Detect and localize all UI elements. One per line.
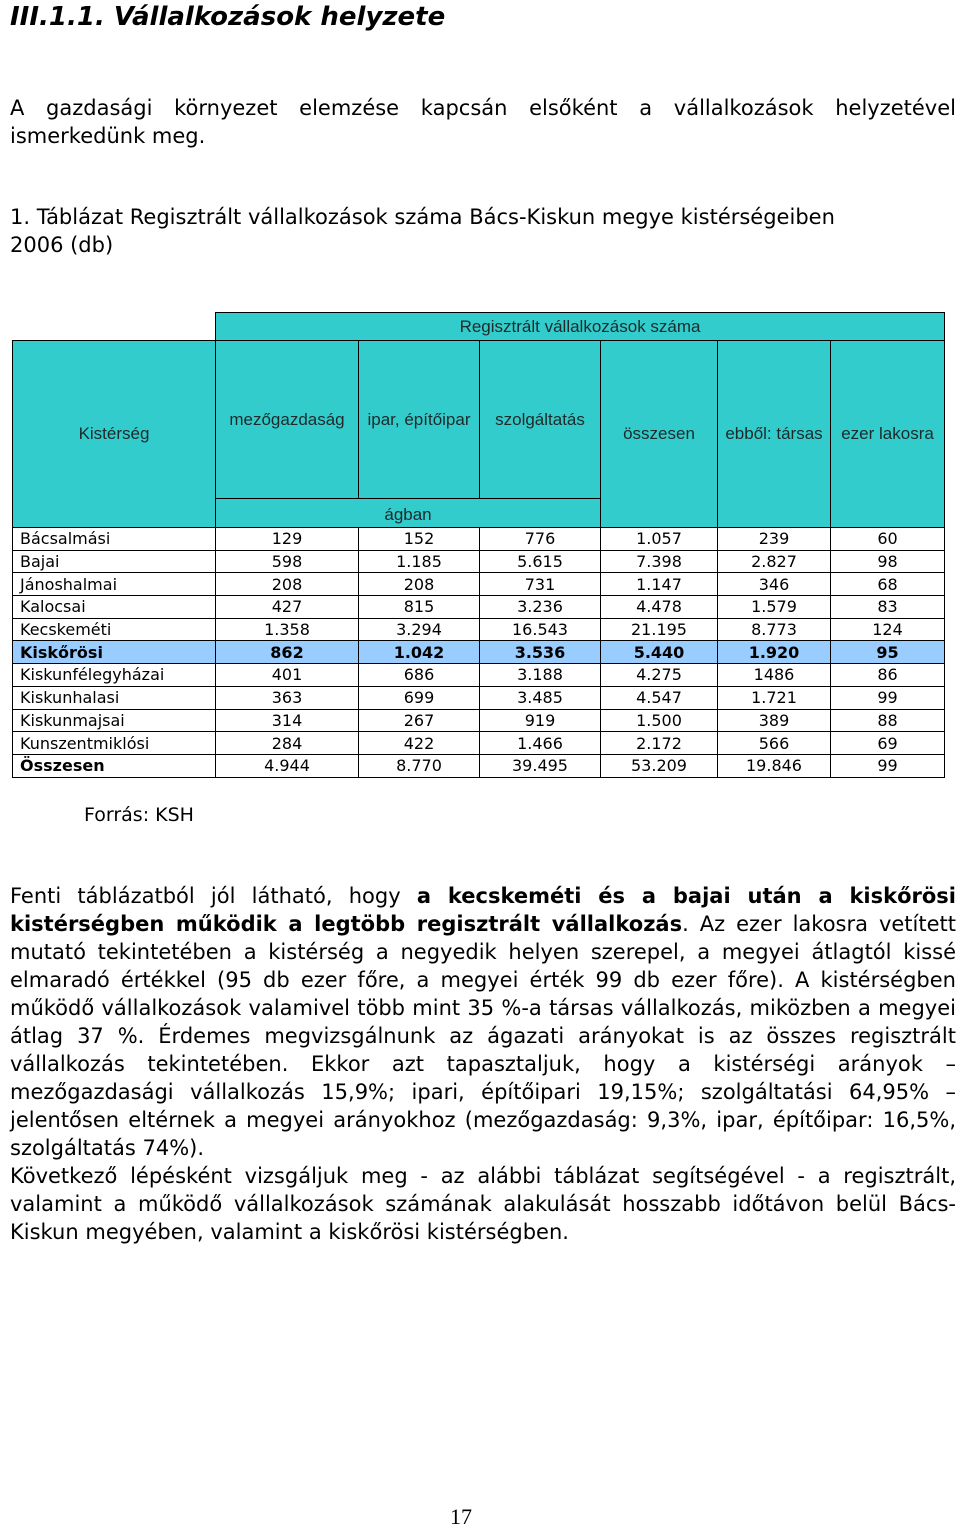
enterprises-table (12, 312, 945, 778)
value-cell: 83 (831, 596, 945, 619)
value-cell: 152 (359, 528, 480, 551)
table-body (13, 528, 945, 778)
value-cell: 267 (359, 709, 480, 732)
value-cell: 1.579 (718, 596, 831, 619)
table-row (13, 641, 945, 664)
value-cell: 69 (831, 732, 945, 755)
value-cell: 1.185 (359, 550, 480, 573)
table-row (13, 754, 945, 777)
value-cell: 86 (831, 664, 945, 687)
value-cell: 3.188 (480, 664, 601, 687)
value-cell: 363 (216, 686, 359, 709)
value-cell: 4.944 (216, 754, 359, 777)
value-cell: 8.770 (359, 754, 480, 777)
col-per-thousand: ezer lakosra (831, 341, 945, 528)
region-name-cell: Kiskőrösi (13, 641, 216, 664)
value-cell: 284 (216, 732, 359, 755)
value-cell: 1.500 (601, 709, 718, 732)
value-cell: 7.398 (601, 550, 718, 573)
value-cell: 16.543 (480, 618, 601, 641)
value-cell: 815 (359, 596, 480, 619)
value-cell: 686 (359, 664, 480, 687)
value-cell: 3.294 (359, 618, 480, 641)
col-services: szolgáltatás (480, 341, 601, 499)
table-row (13, 732, 945, 755)
value-cell: 129 (216, 528, 359, 551)
group-header: Regisztrált vállalkozások száma (216, 313, 945, 341)
value-cell: 8.773 (718, 618, 831, 641)
value-cell: 3.485 (480, 686, 601, 709)
value-cell: 208 (359, 573, 480, 596)
value-cell: 1486 (718, 664, 831, 687)
value-cell: 862 (216, 641, 359, 664)
value-cell: 95 (831, 641, 945, 664)
value-cell: 1.147 (601, 573, 718, 596)
value-cell: 566 (718, 732, 831, 755)
sub-header-sectors: ágban (216, 499, 601, 528)
col-corporate: ebből: társas (718, 341, 831, 528)
value-cell: 53.209 (601, 754, 718, 777)
table-row (13, 618, 945, 641)
value-cell: 1.358 (216, 618, 359, 641)
value-cell: 68 (831, 573, 945, 596)
col-industry: ipar, építőipar (359, 341, 480, 499)
table-row (13, 709, 945, 732)
col-agriculture: mezőgazdaság (216, 341, 359, 499)
value-cell: 98 (831, 550, 945, 573)
value-cell: 776 (480, 528, 601, 551)
value-cell: 346 (718, 573, 831, 596)
caption-year: 2006 (db) (10, 233, 114, 257)
table-corner (13, 313, 216, 341)
table-row (13, 528, 945, 551)
value-cell: 2.172 (601, 732, 718, 755)
value-cell: 422 (359, 732, 480, 755)
region-name-cell: Bajai (13, 550, 216, 573)
region-name-cell: Jánoshalmai (13, 573, 216, 596)
analysis-text-1: Fenti táblázatból jól látható, hogy (10, 884, 417, 908)
value-cell: 401 (216, 664, 359, 687)
value-cell: 4.547 (601, 686, 718, 709)
value-cell: 699 (359, 686, 480, 709)
analysis-highlight: a kecskeméti és a bajai után a kiskőrösi kistérségben működik a legtöbb regisztrált vállalkozás (10, 884, 957, 936)
value-cell: 919 (480, 709, 601, 732)
value-cell: 208 (216, 573, 359, 596)
value-cell: 88 (831, 709, 945, 732)
analysis-text-3: Következő lépésként vizsgáljuk meg - az alábbi táblázat segítségével - a regisztrált, valamint a működő vállalkozások számának alakulását hosszabb időtávon belül Bács-Kiskun megyében, valamint a kiskőrösi kistérségben. (10, 1164, 956, 1244)
value-cell: 5.615 (480, 550, 601, 573)
region-name-cell: Kalocsai (13, 596, 216, 619)
region-name-cell: Kunszentmiklósi (13, 732, 216, 755)
region-name-cell: Kiskunhalasi (13, 686, 216, 709)
value-cell: 3.236 (480, 596, 601, 619)
value-cell: 21.195 (601, 618, 718, 641)
value-cell: 5.440 (601, 641, 718, 664)
region-name-cell: Kiskunfélegyházai (13, 664, 216, 687)
region-name-cell: Bácsalmási (13, 528, 216, 551)
value-cell: 731 (480, 573, 601, 596)
value-cell: 1.721 (718, 686, 831, 709)
analysis-paragraph (10, 882, 956, 1246)
intro-paragraph: A gazdasági környezet elemzése kapcsán elsőként a vállalkozások helyzetével ismerkedünk meg. (10, 96, 956, 148)
region-name-cell: Kiskunmajsai (13, 709, 216, 732)
col-region: Kistérség (13, 341, 216, 528)
caption-title: 1. Táblázat Regisztrált vállalkozások száma Bács-Kiskun megye kistérségeiben (10, 205, 835, 229)
col-total: összesen (601, 341, 718, 528)
table-row (13, 686, 945, 709)
value-cell: 4.478 (601, 596, 718, 619)
value-cell: 19.846 (718, 754, 831, 777)
page-number: 17 (450, 1504, 472, 1529)
value-cell: 124 (831, 618, 945, 641)
value-cell: 314 (216, 709, 359, 732)
value-cell: 2.827 (718, 550, 831, 573)
region-name-cell: Kecskeméti (13, 618, 216, 641)
region-name-cell: Összesen (13, 754, 216, 777)
analysis-text-2: . Az ezer lakosra vetített mutató tekintetében a kistérség a negyedik helyen szerepel, a megyei átlagtól kissé elmaradó értékkel (95 db ezer főre, a megyei érték 99 db ezer főre). A kistérségben működő vállalkozások valamivel több mint 35 %-a társas vállalkozás, miközben a megyei átlag 37 %. Érdemes megvizsgálnunk az ágazati arányokat is az összes regisztrált vállalkozás tekintetében. Ekkor azt tapasztaljuk, hogy a kistérségi arányok – mezőgazdasági vállalkozás 15,9%; ipari, építőipari 19,15%; szolgáltatási 64,95% – jelentősen eltérnek a megyei arányokhoz (mezőgazdaság: 9,3%, ipar, építőipar: 16,5%, szolgáltatás 74%). (10, 912, 956, 1160)
value-cell: 598 (216, 550, 359, 573)
value-cell: 4.275 (601, 664, 718, 687)
value-cell: 60 (831, 528, 945, 551)
value-cell: 389 (718, 709, 831, 732)
value-cell: 1.042 (359, 641, 480, 664)
section-heading: III.1.1. Vállalkozások helyzete (10, 2, 446, 32)
value-cell: 3.536 (480, 641, 601, 664)
value-cell: 99 (831, 754, 945, 777)
table-row (13, 573, 945, 596)
value-cell: 39.495 (480, 754, 601, 777)
value-cell: 1.057 (601, 528, 718, 551)
value-cell: 427 (216, 596, 359, 619)
value-cell: 1.466 (480, 732, 601, 755)
source-note: Forrás: KSH (84, 804, 194, 826)
table-row (13, 664, 945, 687)
table-caption (10, 203, 956, 259)
value-cell: 239 (718, 528, 831, 551)
table-row (13, 550, 945, 573)
value-cell: 1.920 (718, 641, 831, 664)
value-cell: 99 (831, 686, 945, 709)
table-row (13, 596, 945, 619)
